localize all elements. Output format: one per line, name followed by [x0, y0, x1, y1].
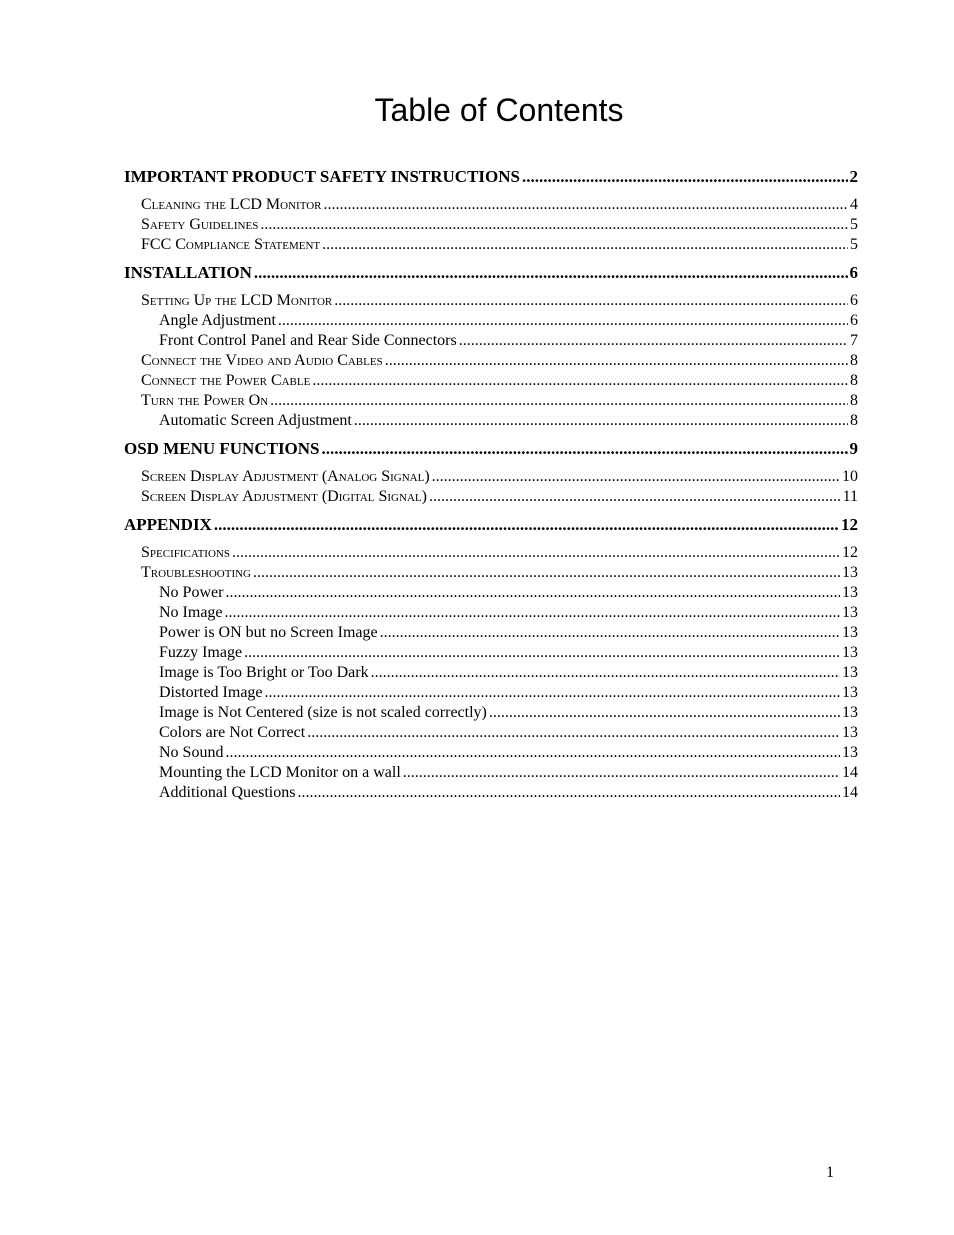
toc-entry-title: FCC Compliance Statement	[141, 236, 321, 253]
toc-entry-title: Connect the Power Cable	[141, 372, 311, 389]
toc-entry-title: Connect the Video and Audio Cables	[141, 352, 383, 369]
toc-entry-page-number: 13	[842, 724, 858, 741]
toc-entry-title: IMPORTANT PRODUCT SAFETY INSTRUCTIONS	[124, 167, 520, 186]
dot-leader	[225, 743, 840, 763]
toc-entry-level-3[interactable]	[124, 723, 858, 743]
toc-entry-level-3[interactable]	[124, 311, 858, 331]
dot-leader	[297, 783, 840, 803]
toc-entry-title: No Image	[159, 604, 223, 621]
toc-entry-level-1[interactable]	[124, 438, 858, 460]
dot-leader	[324, 195, 848, 215]
toc-entry-page-number: 13	[842, 704, 858, 721]
toc-entry-title: Specifications	[141, 544, 230, 561]
dot-leader	[307, 723, 840, 743]
dot-leader	[522, 166, 848, 188]
dot-leader	[380, 623, 840, 643]
toc-entry-title: Troubleshooting	[141, 564, 251, 581]
dot-leader	[334, 291, 848, 311]
toc-entry-page-number: 12	[842, 544, 858, 561]
toc-entry-title: Colors are Not Correct	[159, 724, 306, 741]
dot-leader	[385, 351, 848, 371]
toc-entry-page-number: 9	[849, 439, 858, 458]
dot-leader	[371, 663, 840, 683]
dot-leader	[254, 262, 848, 284]
dot-leader	[260, 215, 848, 235]
dot-leader	[253, 563, 840, 583]
dot-leader	[265, 683, 840, 703]
toc-entry-level-2[interactable]	[124, 235, 858, 255]
toc-entry-level-3[interactable]	[124, 583, 858, 603]
toc-entry-title: APPENDIX	[124, 515, 212, 534]
toc-entry-page-number: 13	[842, 604, 858, 621]
toc-entry-title: OSD MENU FUNCTIONS	[124, 439, 320, 458]
toc-entry-page-number: 7	[850, 332, 858, 349]
toc-entry-title: Additional Questions	[159, 784, 296, 801]
toc-entry-level-3[interactable]	[124, 783, 858, 803]
toc-entry-title: Front Control Panel and Rear Side Connectors	[159, 332, 457, 349]
toc-entry-level-3[interactable]	[124, 643, 858, 663]
toc-entry-title: Power is ON but no Screen Image	[159, 624, 378, 641]
toc-entry-page-number: 5	[850, 216, 858, 233]
toc-entry-title: No Sound	[159, 744, 224, 761]
toc-entry-page-number: 10	[842, 468, 858, 485]
toc-entry-page-number: 5	[850, 236, 858, 253]
toc-entry-level-3[interactable]	[124, 703, 858, 723]
table-of-contents	[124, 166, 858, 803]
toc-entry-level-2[interactable]	[124, 543, 858, 563]
toc-entry-level-2[interactable]	[124, 563, 858, 583]
toc-entry-page-number: 11	[842, 488, 858, 505]
toc-entry-title: Fuzzy Image	[159, 644, 243, 661]
toc-entry-level-3[interactable]	[124, 603, 858, 623]
dot-leader	[459, 331, 848, 351]
toc-entry-level-2[interactable]	[124, 487, 858, 507]
toc-entry-title: INSTALLATION	[124, 263, 252, 282]
toc-entry-title: Cleaning the LCD Monitor	[141, 196, 322, 213]
toc-entry-title: Automatic Screen Adjustment	[159, 412, 352, 429]
toc-entry-level-3[interactable]	[124, 683, 858, 703]
dot-leader	[232, 543, 840, 563]
toc-entry-page-number: 13	[842, 664, 858, 681]
toc-entry-title: Image is Too Bright or Too Dark	[159, 664, 369, 681]
toc-entry-page-number: 4	[850, 196, 858, 213]
toc-entry-title: Distorted Image	[159, 684, 263, 701]
toc-entry-level-3[interactable]	[124, 743, 858, 763]
toc-entry-page-number: 14	[842, 784, 858, 801]
toc-entry-level-1[interactable]	[124, 166, 858, 188]
toc-entry-page-number: 13	[842, 744, 858, 761]
dot-leader	[278, 311, 848, 331]
toc-entry-level-2[interactable]	[124, 215, 858, 235]
toc-entry-page-number: 13	[842, 564, 858, 581]
toc-entry-page-number: 8	[850, 412, 858, 429]
dot-leader	[432, 467, 840, 487]
toc-entry-page-number: 13	[842, 684, 858, 701]
toc-entry-level-1[interactable]	[124, 262, 858, 284]
toc-entry-title: Mounting the LCD Monitor on a wall	[159, 764, 401, 781]
toc-entry-level-2[interactable]	[124, 467, 858, 487]
dot-leader	[214, 514, 839, 536]
toc-entry-page-number: 14	[842, 764, 858, 781]
toc-entry-page-number: 6	[850, 312, 858, 329]
dot-leader	[429, 487, 841, 507]
toc-entry-page-number: 6	[850, 292, 858, 309]
dot-leader	[312, 371, 848, 391]
toc-entry-page-number: 12	[841, 515, 858, 534]
toc-entry-level-3[interactable]	[124, 331, 858, 351]
toc-entry-title: Setting Up the LCD Monitor	[141, 292, 333, 309]
dot-leader	[403, 763, 840, 783]
toc-entry-page-number: 8	[850, 392, 858, 409]
toc-entry-level-3[interactable]	[124, 763, 858, 783]
dot-leader	[244, 643, 840, 663]
toc-entry-level-3[interactable]	[124, 623, 858, 643]
toc-entry-level-1[interactable]	[124, 514, 858, 536]
dot-leader	[270, 391, 848, 411]
toc-entry-level-3[interactable]	[124, 663, 858, 683]
toc-entry-title: No Power	[159, 584, 224, 601]
dot-leader	[225, 603, 840, 623]
toc-entry-title: Screen Display Adjustment (Analog Signal)	[141, 468, 430, 485]
toc-entry-level-2[interactable]	[124, 351, 858, 371]
toc-entry-page-number: 6	[849, 263, 858, 282]
page-number: 1	[826, 1164, 834, 1181]
dot-leader	[322, 235, 848, 255]
page-title: Table of Contents	[374, 92, 624, 128]
toc-entry-page-number: 8	[850, 352, 858, 369]
toc-entry-level-2[interactable]	[124, 391, 858, 411]
dot-leader	[322, 438, 848, 460]
toc-entry-page-number: 2	[849, 167, 858, 186]
toc-entry-page-number: 8	[850, 372, 858, 389]
toc-entry-title: Image is Not Centered (size is not scaled correctly)	[159, 704, 487, 721]
toc-entry-title: Screen Display Adjustment (Digital Signal)	[141, 488, 427, 505]
toc-entry-page-number: 13	[842, 624, 858, 641]
dot-leader	[225, 583, 840, 603]
toc-entry-level-2[interactable]	[124, 371, 858, 391]
toc-entry-title: Turn the Power On	[141, 392, 269, 409]
dot-leader	[354, 411, 848, 431]
toc-entry-title: Safety Guidelines	[141, 216, 259, 233]
toc-entry-page-number: 13	[842, 584, 858, 601]
toc-entry-level-3[interactable]	[124, 411, 858, 431]
toc-entry-level-2[interactable]	[124, 291, 858, 311]
dot-leader	[489, 703, 840, 723]
toc-entry-title: Angle Adjustment	[159, 312, 276, 329]
toc-entry-page-number: 13	[842, 644, 858, 661]
toc-entry-level-2[interactable]	[124, 195, 858, 215]
